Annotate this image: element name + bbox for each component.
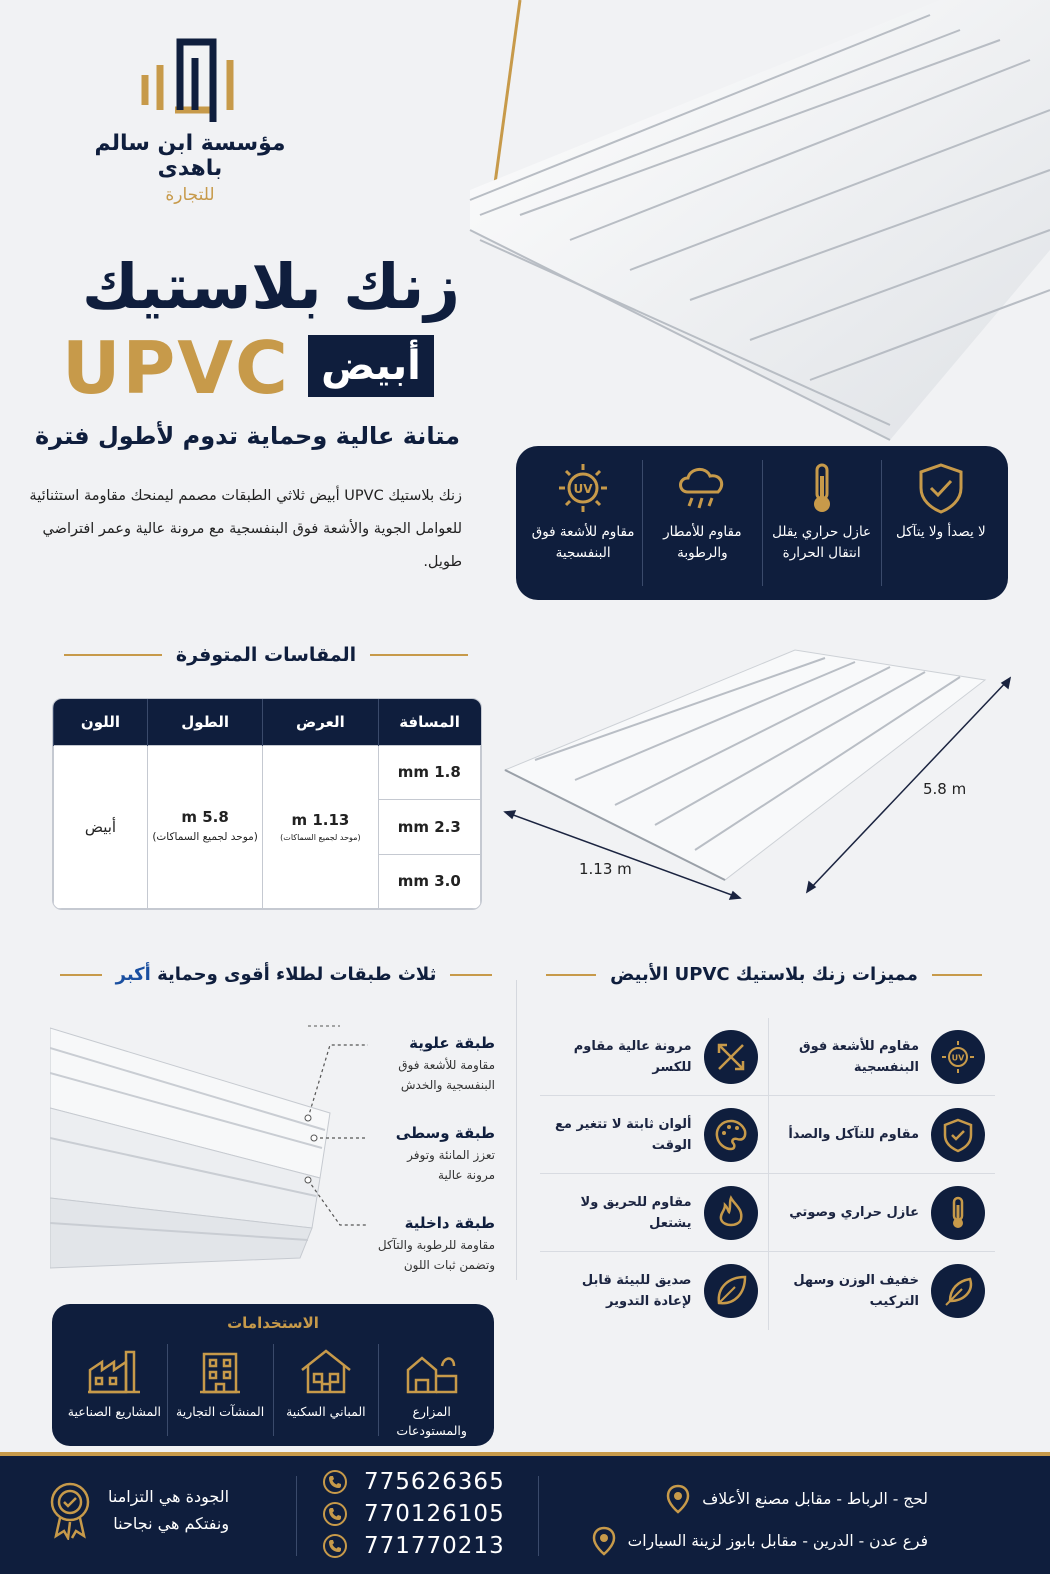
farm-icon [404, 1348, 460, 1394]
feature-label: لا يصدأ ولا يتآكل [896, 524, 986, 540]
advantage-item [540, 1018, 768, 1096]
footer-divider [538, 1476, 539, 1556]
commercial-building-icon [192, 1348, 248, 1394]
table-row [54, 745, 481, 800]
advantage-label: خفيف الوزن وسهل التركيب [793, 1273, 919, 1309]
length-cell [147, 745, 262, 909]
advantage-label: مقاوم للتآكل والصدأ [788, 1127, 919, 1142]
heading-line [60, 974, 102, 976]
layer-connector-lines [300, 1030, 370, 1230]
color-badge: أبيض [308, 335, 434, 397]
product-upvc: UPVC [62, 326, 290, 410]
use-label: المشاريع الصناعية [67, 1404, 161, 1419]
thickness-cell: 3.0 mm [378, 854, 480, 909]
rain-cloud-icon [674, 462, 730, 514]
layers-heading-prefix: ثلاث طبقات لطلاء أقوى وحماية [157, 964, 437, 985]
phone-number[interactable]: 771770213 [364, 1533, 505, 1559]
length-note: (موحد لجميع السماكات) [152, 831, 258, 844]
phone-icon [322, 1501, 348, 1527]
table-header-row [54, 699, 481, 745]
location-pin-icon [666, 1484, 690, 1514]
sizes-heading-text: المقاسات المتوفرة [175, 644, 357, 666]
advantage-item [768, 1252, 996, 1330]
heading-line [932, 974, 982, 976]
advantages-grid [540, 1018, 995, 1318]
advantage-item [540, 1096, 768, 1174]
feature-item [881, 460, 1000, 586]
quality-medal-icon [48, 1480, 92, 1540]
layers-heading-text [116, 964, 437, 985]
tagline: متانة عالية وحماية تدوم لأطول فترة [34, 422, 460, 450]
svg-text:UV: UV [573, 482, 593, 496]
col-color: اللون [54, 699, 148, 745]
heading-line [370, 654, 468, 656]
sizes-table [52, 698, 482, 910]
thickness-cell: 2.3 mm [378, 800, 480, 855]
thermometer-icon [931, 1186, 985, 1240]
uv-sun-icon [931, 1030, 985, 1084]
brand-name: مؤسسة ابن سالم باهدى [94, 131, 286, 181]
use-label: المزارع والمستودعات [396, 1404, 467, 1438]
phone-number[interactable]: 775626365 [364, 1469, 505, 1495]
address-list [592, 1478, 928, 1562]
phone-row[interactable] [322, 1466, 505, 1498]
heading-line [546, 974, 596, 976]
uv-sun-icon [555, 462, 611, 514]
use-label: المنشآت التجارية [176, 1404, 265, 1419]
footer [0, 1456, 1050, 1574]
advantage-label: مرونة عالية مقاوم للكسر [573, 1038, 692, 1075]
heading-line [450, 974, 492, 976]
advantage-label: ألوان ثابتة لا تتغير مع الوقت [554, 1116, 692, 1153]
phone-icon [322, 1469, 348, 1495]
layer-desc: تعزز المانئة وتوفر مرونة عالية [407, 1148, 495, 1182]
advantage-item [768, 1018, 996, 1096]
advantages-heading-text: مميزات زنك بلاستيك UPVC الأبيض [610, 964, 918, 985]
advantage-item [540, 1174, 768, 1252]
layers-heading-accent: أكبر [115, 964, 151, 985]
col-width: العرض [263, 699, 378, 745]
layer-middle [385, 1124, 495, 1185]
palette-icon [704, 1108, 758, 1162]
advantage-label: عازل حراري وصوتي [789, 1205, 919, 1220]
feature-label: مقاوم للأشعة فوق البنفسجية [531, 524, 635, 561]
feature-item [524, 460, 642, 586]
dimension-length-label: 5.8 m [923, 780, 967, 798]
use-label: المباني السكنية [286, 1404, 366, 1419]
quality-block [48, 1480, 229, 1540]
address-row [592, 1478, 928, 1520]
feature-label: عازل حراري يقلل انتقال الحرارة [772, 524, 872, 561]
use-item [62, 1344, 167, 1436]
footer-divider [296, 1476, 297, 1556]
advantage-label: مقاوم للأشعة فوق البنفسجية [799, 1038, 919, 1075]
address-text: لحج - الرباط - مقابل مصنع الأعلاف [702, 1490, 928, 1508]
use-item [273, 1344, 379, 1436]
layers-heading [60, 964, 492, 985]
product-title: زنك بلاستيك [82, 250, 460, 323]
phone-row[interactable] [322, 1530, 505, 1562]
layer-inner [355, 1214, 495, 1275]
thermometer-icon [798, 462, 846, 514]
layer-title: طبقة داخلية [404, 1214, 495, 1232]
heading-line [64, 654, 162, 656]
dimension-width-label: 1.13 m [579, 860, 632, 878]
feature-item [642, 460, 761, 586]
advantages-heading [546, 964, 982, 985]
brand-subtitle: للتجارة [165, 185, 215, 205]
advantage-item [768, 1174, 996, 1252]
hero-sheets-image [460, 0, 1050, 450]
sizes-heading [64, 644, 468, 666]
advantage-label: صديق للبيئة قابل لإعادة التدوير [581, 1273, 692, 1309]
col-thickness: المسافة [378, 699, 480, 745]
phone-row[interactable] [322, 1498, 505, 1530]
house-icon [298, 1348, 354, 1394]
dimension-sheet-image [495, 640, 1025, 910]
location-pin-icon [592, 1526, 616, 1556]
width-note: (موحد لجميع السماكات) [280, 833, 361, 843]
advantage-label: مقاوم للحريق ولا يشتعل [580, 1194, 692, 1231]
length-value: 5.8 m [181, 808, 229, 827]
dimension-diagram [495, 640, 1025, 910]
address-text: فرع عدن - الدرين - مقابل بابوز لزينة السيارات [627, 1532, 928, 1550]
width-value: 1.13 m [291, 811, 350, 830]
quality-line-1: الجودة هي التزامنا [108, 1487, 230, 1506]
leaf-icon [704, 1264, 758, 1318]
phone-list [322, 1466, 505, 1562]
layer-title: طبقة علوية [409, 1034, 495, 1052]
phone-number[interactable]: 770126105 [364, 1501, 505, 1527]
layer-title: طبقة وسطى [395, 1124, 495, 1142]
brand-logo [60, 30, 320, 205]
feature-panel [516, 446, 1008, 600]
advantage-item [540, 1252, 768, 1330]
address-row [592, 1520, 928, 1562]
feature-item [762, 460, 881, 586]
uses-panel [52, 1304, 494, 1446]
advantage-item [768, 1096, 996, 1174]
layer-desc: مقاومة للأشعة فوق البنفسجية والخدش [398, 1058, 495, 1092]
uses-heading: الاستخدامات [227, 1314, 319, 1332]
shield-check-icon [917, 462, 965, 514]
quality-text [108, 1483, 229, 1537]
col-length: الطول [147, 699, 262, 745]
phone-icon [322, 1533, 348, 1559]
intro-paragraph: زنك بلاستيك UPVC أبيض ثلاثي الطبقات مصمم ليمنحك مقاومة استثنائية للعوامل الجوية والأشعة فوق البنفسجية مع مرونة عالية وعمر افتراضي طويل. [29, 488, 462, 570]
layers-sheet-image [50, 1018, 340, 1272]
flexible-arrows-icon [704, 1030, 758, 1084]
layer-desc: مقاومة للرطوبة والتآكل وتضمن ثبات اللون [377, 1238, 495, 1272]
section-divider [516, 980, 517, 1280]
width-cell [263, 745, 378, 909]
color-cell: أبيض [54, 745, 148, 909]
use-item [167, 1344, 273, 1436]
flame-icon [704, 1186, 758, 1240]
feather-icon [931, 1264, 985, 1318]
shield-check-icon [931, 1108, 985, 1162]
quality-line-2: ونفتكم هي نجاحنا [113, 1514, 230, 1533]
thickness-cell: 1.8 mm [378, 745, 480, 800]
feature-label: مقاوم للأمطار والرطوبة [663, 524, 742, 561]
svg-text:UV: UV [951, 1053, 965, 1062]
factory-icon [86, 1348, 142, 1394]
brand-mark-icon [135, 30, 245, 125]
use-item [378, 1344, 484, 1436]
layer-top [365, 1034, 495, 1095]
